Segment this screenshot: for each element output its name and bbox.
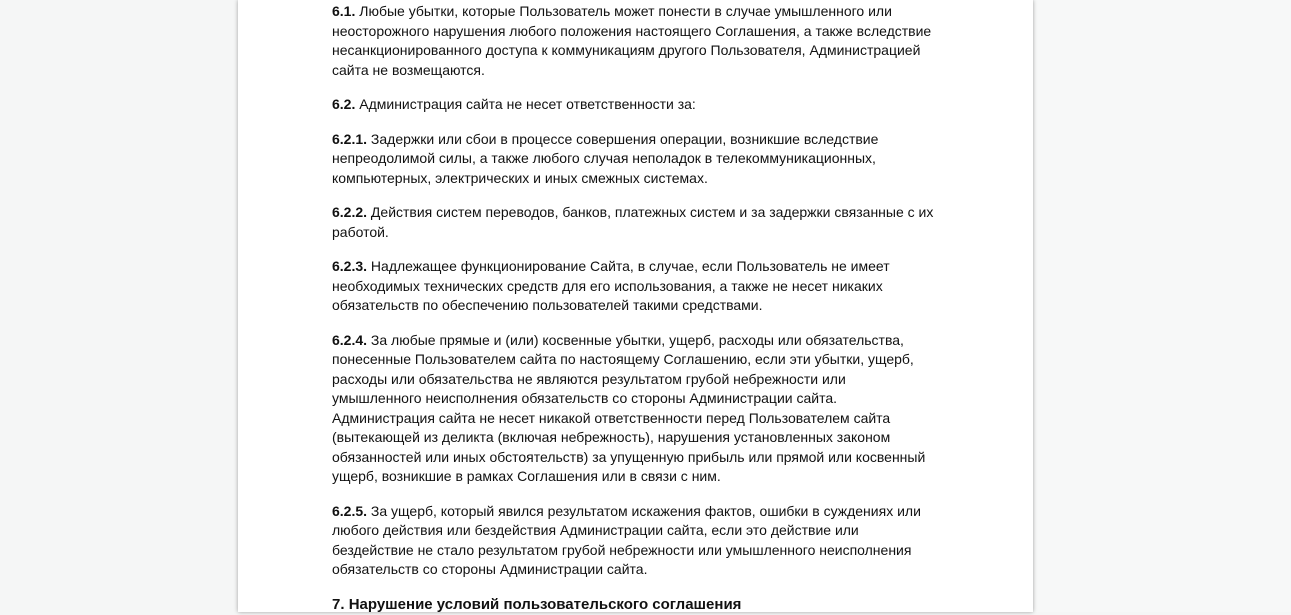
agreement-clause-6-1	[332, 2, 937, 80]
clause-number: 6.2.3.	[332, 258, 368, 274]
clause-text: За ущерб, который явился результатом искажения фактов, ошибки в суждениях или любого действия или бездействия Администрации сайта, если это действие или бездействие не стало результатом грубой небрежности или умышленного неисполнения обязательств со стороны Администрации сайта.	[332, 502, 921, 577]
clause-text: Надлежащее функционирование Сайта, в случае, если Пользователь не имеет необходимых технических средств для его использования, а также не несет никаких обязательств по обеспечению пользователей такими средствами.	[332, 258, 890, 313]
section-number: 7.	[332, 595, 345, 613]
agreement-clause-6-2-3	[332, 257, 937, 316]
agreement-clause-6-2-4	[332, 331, 937, 487]
agreement-clause-6-2-5	[332, 502, 937, 580]
background-left-margin	[0, 0, 238, 612]
section-title: Нарушение условий пользовательского соглашения	[348, 595, 742, 613]
clause-text: Администрация сайта не несет ответственности за:	[359, 96, 696, 112]
clause-number: 6.2.1.	[332, 130, 368, 147]
agreement-clause-6-2-1	[332, 130, 937, 189]
clause-number: 6.2.	[332, 96, 356, 112]
background-right-margin	[1034, 0, 1291, 612]
clause-number: 6.2.5.	[332, 502, 368, 519]
clause-number: 6.2.4.	[332, 331, 368, 348]
clause-text: Действия систем переводов, банков, платежных систем и за задержки связанные с их работой.	[332, 204, 934, 240]
clause-text: За любые прямые и (или) косвенные убытки, ущерб, расходы или обязательства, понесенные Пользователем сайта по настоящему Соглашению, если эти убытки, ущерб, расходы или обязательства не являются результатом грубой небрежности или умышленного неисполнения обязательств со стороны Администрации сайта. Администрация сайта не несет никакой ответственности перед Пользователем сайта (вытекающей из деликта (включая небрежность), нарушения установленных законом обязанностей или иных обстоятельств) за упущенную прибыль или прямой или косвенный ущерб, возникшие в рамках Соглашения или в связи с ним.	[332, 331, 926, 484]
clause-number: 6.1.	[332, 3, 356, 19]
agreement-clause-6-2	[332, 95, 937, 115]
clause-text: Любые убытки, которые Пользователь может понести в случае умышленного или неосторожного нарушения любого положения настоящего Соглашения, а также вследствие несанкционированного доступа к коммуникациям другого Пользователя, Администрацией сайта не возмещаются.	[332, 3, 932, 78]
agreement-clause-6-2-2	[332, 203, 937, 242]
clause-text: Задержки или сбои в процессе совершения операции, возникшие вследствие непреодолимой силы, а также любого случая неполадок в телекоммуникационных, компьютерных, электрических и иных смежных системах.	[332, 130, 879, 186]
document-page	[238, 0, 1033, 612]
clause-number: 6.2.2.	[332, 204, 368, 220]
agreement-text-column	[238, 0, 1033, 615]
